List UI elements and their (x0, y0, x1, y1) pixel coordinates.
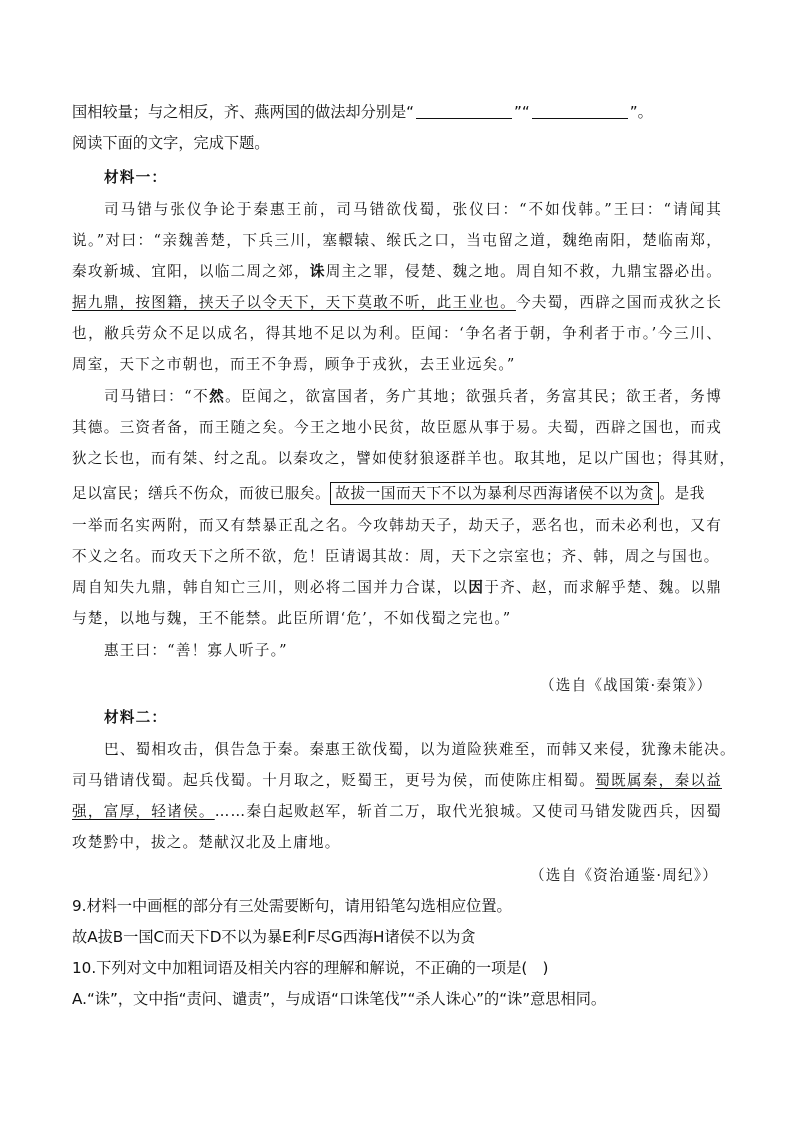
m1-line-1: 司马错与张仪争论于秦惠王前，司马错欲伐蜀，张仪曰：“不如伐韩。”王曰：“请闻其 (104, 201, 722, 218)
material-1-heading: 材料一： (104, 169, 168, 186)
m1-line-4-b: 今夫蜀，西辟之国而戎狄之长 (515, 294, 722, 311)
m1-line-7-b: 。臣闻之，欲富国者，务广其地；欲强兵者，务富其民；欲王者，务博 (225, 388, 723, 405)
bold-word-zhu: 诛 (309, 263, 326, 280)
intro-text-a: 国相较量；与之相反，齐、燕两国的做法却分别是“ (72, 103, 414, 121)
answer-blank-1[interactable] (416, 104, 512, 119)
question-10-stem: 10.下列对文中加粗词语及相关内容的理解和解说，不正确的一项是( ) (72, 959, 549, 977)
m2-line-3-b: ……秦白起败赵军，斩首二万，取代光狼城。又使司马错发陇西兵，因蜀 (214, 803, 722, 820)
m1-line-13-b: 于齐、赵，而求解乎楚、魏。以鼎 (484, 579, 722, 596)
question-9-stem: 9.材料一中画框的部分有三处需要断句，请用铅笔勾选相应位置。 (72, 897, 512, 915)
m1-line-8: 其德。三资者备，而王随之矣。今王之地小民贫，故臣愿从事于易。夫蜀，西辟之国也，而戎 (72, 419, 722, 436)
m2-source: （选自《资治通鉴·周纪》） (530, 867, 719, 884)
boxed-sentence[interactable]: 故拔一国而天下不以为暴利尽西海诸侯不以为贪 (330, 482, 659, 505)
m1-line-6: 周室，天下之市朝也，而王不争焉，顾争于戎狄，去王业远矣。” (72, 356, 516, 373)
underlined-sentence-2b: 强，富厚，轻诸侯。 (72, 803, 215, 820)
m1-line-15: 惠王曰：“善！寡人听子。” (104, 642, 288, 659)
m1-line-7-a: 司马错曰：“不 (104, 388, 210, 405)
m1-line-9: 狄之长也，而有桀、纣之乱。以秦攻之，譬如使豺狼逐群羊也。取其地，足以广国也；得其财， (72, 450, 736, 467)
m2-line-2 (72, 769, 722, 790)
intro-line-2: 阅读下面的文字，完成下题。 (72, 134, 270, 152)
m2-line-4: 攻楚黔中，拔之。楚献汉北及上庸地。 (72, 834, 341, 851)
intro-text-b: ”“ (514, 103, 530, 121)
m1-line-14: 与楚，以地与魏，王不能禁。此臣所谓‘危’，不如伐蜀之完也。” (72, 610, 512, 627)
underlined-sentence-2a: 蜀既属秦，秦以益 (595, 772, 722, 789)
question-10-option-a[interactable]: A.“诛”，文中指“责问、谴责”，与成语“口诛笔伐”“杀人诛心”的“诛”意思相同。 (72, 990, 607, 1008)
m1-line-10-a: 足以富民；缮兵不伤众，而彼已服矣。 (72, 485, 331, 502)
bold-word-yin: 因 (468, 579, 485, 596)
m1-line-3 (72, 260, 722, 281)
m1-line-10 (72, 482, 705, 503)
m1-line-3-a: 秦攻新城、宜阳，以临二周之郊， (72, 263, 310, 280)
bold-word-ran: 然 (209, 388, 226, 405)
m2-line-1: 巴、蜀相攻击，俱告急于秦。秦惠王欲伐蜀，以为道险狭难至，而韩又来侵，犹豫未能决。 (104, 741, 736, 758)
m1-line-2: 说。”对曰：“亲魏善楚，下兵三川，塞轘辕、缑氏之口，当屯留之道，魏绝南阳，楚临南郑， (72, 232, 722, 249)
m1-line-11: 一举而名实两附，而又有禁暴正乱之名。今攻韩劫天子，劫天子，恶名也，而未必利也，又有 (72, 517, 722, 534)
material-2-heading: 材料二： (104, 709, 168, 726)
m2-line-3 (72, 800, 722, 821)
m1-line-3-b: 周主之罪，侵楚、魏之地。周自知不救，九鼎宝器必出。 (325, 263, 722, 280)
m1-line-5: 也，敝兵劳众不足以成名，得其地不足以为利。臣闻：‘争名者于朝，争利者于市。’今三川、 (72, 325, 722, 342)
question-9-options[interactable]: 故A拔B一国C而天下D不以为暴E利F尽G西海H诸侯不以为贪 (72, 928, 476, 946)
m1-line-12: 不义之名。而攻天下之所不欲，危！臣请谒其故：周，天下之宗室也；齐、韩，周之与国也。 (72, 548, 720, 565)
m1-line-13 (72, 576, 722, 597)
m1-line-10-b: 。是我 (659, 485, 705, 502)
m1-line-7 (104, 385, 722, 406)
m1-line-13-a: 周自知失九鼎，韩自知亡三川，则必将二国并力合谋，以 (72, 579, 469, 596)
m1-source: （选自《战国策·秦策》） (540, 677, 713, 694)
intro-text-c: ”。 (629, 103, 653, 121)
m2-line-2-a: 司马错请伐蜀。起兵伐蜀。十月取之，贬蜀王，更号为侯，而使陈庄相蜀。 (72, 772, 596, 789)
underlined-sentence-1: 据九鼎，按图籍，挟天子以令天下，天下莫敢不听，此王业也。 (72, 294, 516, 311)
answer-blank-2[interactable] (532, 104, 628, 119)
intro-line-1 (72, 101, 653, 122)
m1-line-4 (72, 291, 722, 312)
